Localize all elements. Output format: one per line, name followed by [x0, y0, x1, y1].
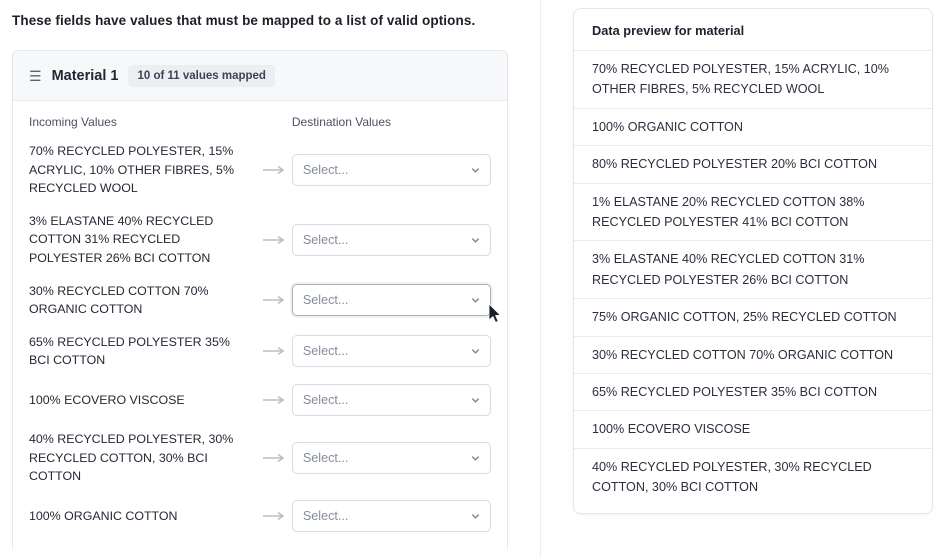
destination-select[interactable] — [292, 335, 491, 367]
incoming-value: 65% RECYCLED POLYESTER 35% BCI COTTON — [29, 334, 230, 368]
incoming-value: 40% RECYCLED POLYESTER, 30% RECYCLED COTTON, 30% BCI COTTON — [29, 432, 234, 484]
arrow-icon — [258, 511, 292, 521]
column-header-incoming: Incoming Values — [29, 115, 117, 129]
mapping-row — [29, 423, 491, 493]
chevron-down-icon — [470, 395, 481, 406]
destination-select-cell — [292, 384, 491, 416]
incoming-value: 100% ORGANIC COTTON — [29, 508, 178, 523]
mapping-row — [29, 326, 491, 377]
destination-select[interactable] — [292, 500, 491, 532]
mapping-card-body — [13, 101, 507, 549]
list-item: 75% ORGANIC COTTON, 25% RECYCLED COTTON — [574, 299, 932, 336]
destination-select-cell — [292, 154, 491, 186]
list-item: 70% RECYCLED POLYESTER, 15% ACRYLIC, 10% OTHER FIBRES, 5% RECYCLED WOOL — [574, 51, 932, 109]
destination-select-value: Select... — [302, 293, 349, 308]
mapping-row — [29, 377, 491, 423]
incoming-value: 3% ELASTANE 40% RECYCLED COTTON 31% RECYCLED POLYESTER 26% BCI COTTON — [29, 213, 214, 266]
destination-select-cell — [292, 284, 491, 316]
column-headers — [29, 101, 491, 135]
chevron-down-icon — [470, 346, 481, 357]
destination-select-cell — [292, 500, 491, 532]
instruction-text: These fields have values that must be mapped to a list of valid options. — [12, 13, 476, 28]
mapping-row — [29, 275, 491, 326]
destination-select[interactable] — [292, 384, 491, 416]
arrow-icon — [258, 165, 292, 175]
arrow-icon — [258, 295, 292, 305]
mapping-card-title: Material 1 — [51, 67, 119, 84]
mapping-row — [29, 135, 491, 205]
incoming-value: 30% RECYCLED COTTON 70% ORGANIC COTTON — [29, 283, 209, 317]
chevron-down-icon — [470, 164, 481, 175]
list-item: 80% RECYCLED POLYESTER 20% BCI COTTON — [574, 146, 932, 183]
destination-select-value: Select... — [302, 344, 349, 359]
arrow-icon — [258, 395, 292, 405]
data-preview-title: Data preview for material — [574, 9, 932, 51]
arrow-icon — [258, 453, 292, 463]
pane-divider — [540, 0, 541, 558]
destination-select[interactable] — [292, 442, 491, 474]
data-preview-panel — [573, 8, 933, 514]
destination-select-cell — [292, 335, 491, 367]
mapped-count-badge: 10 of 11 values mapped — [128, 65, 274, 87]
column-header-destination: Destination Values — [291, 115, 392, 129]
destination-select[interactable] — [292, 284, 491, 316]
destination-select[interactable] — [292, 224, 491, 256]
material-mapping-card — [12, 50, 508, 549]
arrow-icon — [258, 235, 292, 245]
mapping-card-header — [13, 51, 507, 101]
mapping-row — [29, 493, 491, 539]
chevron-down-icon — [470, 453, 481, 464]
destination-select-cell — [292, 442, 491, 474]
destination-select-cell — [292, 224, 491, 256]
arrow-icon — [258, 346, 292, 356]
destination-select-value: Select... — [302, 508, 349, 523]
chevron-down-icon — [470, 295, 481, 306]
destination-select-value: Select... — [302, 162, 349, 177]
destination-select-value: Select... — [302, 451, 349, 465]
incoming-value: 70% RECYCLED POLYESTER, 15% ACRYLIC, 10% OTHER FIBRES, 5% RECYCLED WOOL — [29, 144, 234, 196]
chevron-down-icon — [470, 234, 481, 245]
chevron-down-icon — [470, 510, 481, 521]
list-item: 100% ORGANIC COTTON — [574, 109, 932, 146]
incoming-value: 100% ECOVERO VISCOSE — [29, 392, 185, 407]
list-item: 100% ECOVERO VISCOSE — [574, 411, 932, 448]
list-item: 30% RECYCLED COTTON 70% ORGANIC COTTON — [574, 337, 932, 374]
destination-select[interactable] — [292, 154, 491, 186]
list-item: 65% RECYCLED POLYESTER 35% BCI COTTON — [574, 374, 932, 411]
list-item: 40% RECYCLED POLYESTER, 30% RECYCLED COTTON, 30% BCI COTTON — [592, 459, 872, 495]
destination-select-value: Select... — [302, 232, 349, 247]
drag-handle-icon[interactable]: ☰ — [29, 67, 42, 84]
list-item: 1% ELASTANE 20% RECYCLED COTTON 38% RECYCLED POLYESTER 41% BCI COTTON — [574, 184, 932, 242]
list-item: 3% ELASTANE 40% RECYCLED COTTON 31% RECYCLED POLYESTER 26% BCI COTTON — [574, 241, 932, 299]
mapping-row — [29, 205, 491, 275]
destination-select-value: Select... — [302, 393, 349, 408]
